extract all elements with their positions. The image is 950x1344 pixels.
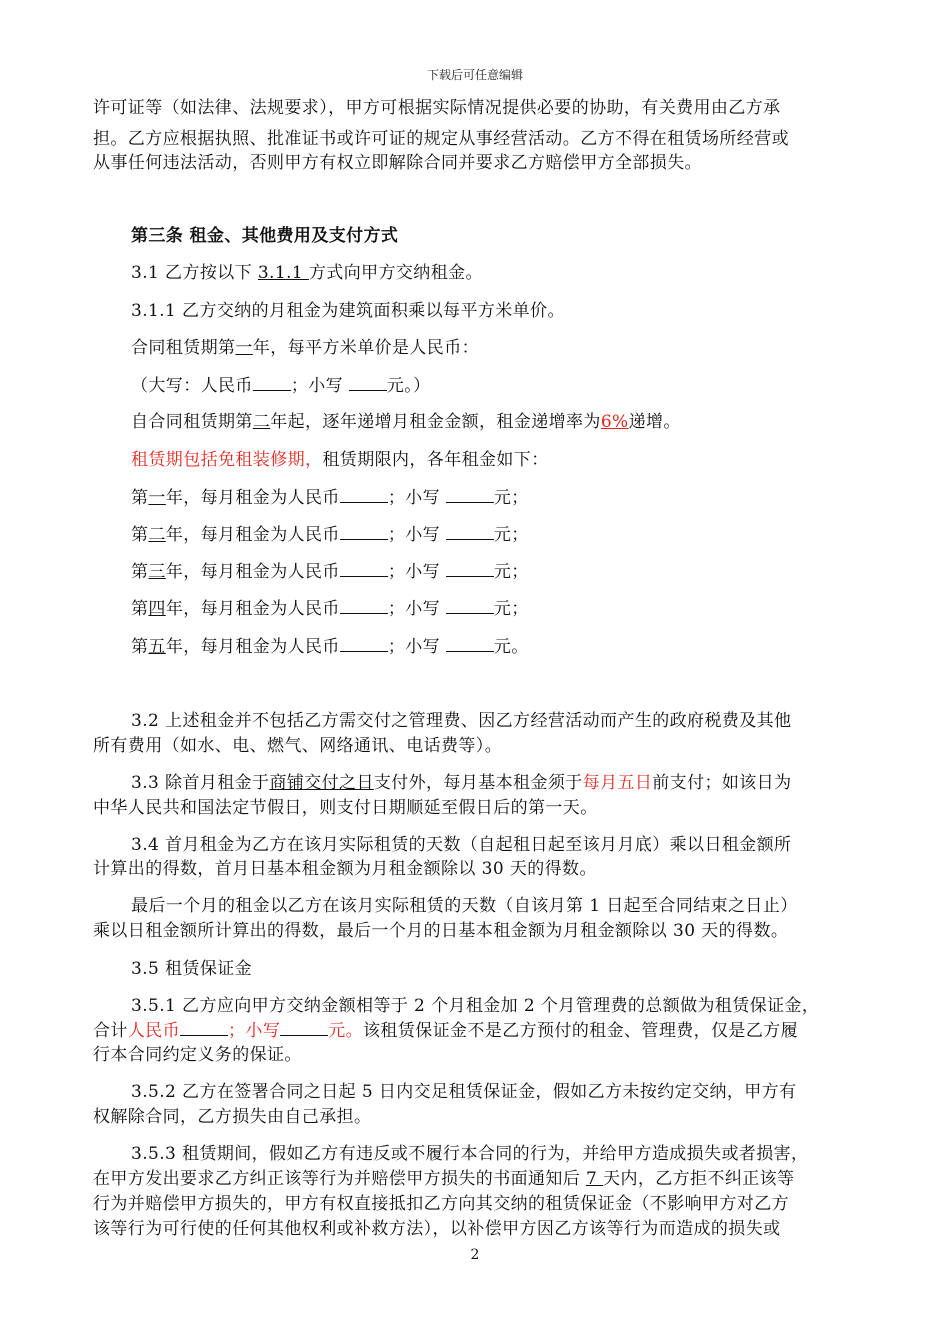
intro-line: 许可证等（如法律、法规要求），甲方可根据实际情况提供必要的协助，有关费用由乙方承 [93,98,781,118]
year-number: 一 [235,338,253,358]
clause-3-5: 3.5 租赁保证金 [131,959,253,979]
yearly-rent-row: 第五年，每月租金为人民币 ；小写 元。 [131,637,529,657]
escalation-rate: 6% [600,412,629,432]
yearly-rent-row: 第一年，每月租金为人民币 ；小写 元； [131,488,529,508]
clause-3-4: 3.4 首月租金为乙方在该月实际租赁的天数（自起租日起至该月月底）乘以日租金额所 [131,835,792,855]
clause-3-5-2-cont: 权解除合同，乙方损失由自己承担。 [93,1107,372,1127]
clause-3-5-1-cont: 合计人民币 ；小写 元。该租赁保证金不是乙方预付的租金、管理费，仅是乙方履 [93,1021,799,1041]
yearly-rent-row: 第四年，每月租金为人民币 ；小写 元； [131,599,529,619]
page-number: 2 [470,1247,480,1263]
year-number: 五 [148,637,166,657]
fill-blank[interactable] [446,597,494,614]
last-month-rent-cont: 乘以日租金额所计算出的得数，最后一个月的日基本租金额为月租金额除以 30 天的得数。 [93,921,789,941]
year-number: 二 [148,525,166,545]
free-period-line: 租赁期包括免租装修期，租赁期限内，各年租金如下： [131,450,549,470]
clause-3-5-1-cont: 行本合同约定义务的保证。 [93,1045,302,1065]
fill-blank[interactable] [280,1019,328,1036]
unit-price-line: 合同租赁期第一年，每平方米单价是人民币： [131,338,480,358]
fill-blank[interactable] [340,597,388,614]
fill-blank[interactable] [253,374,291,391]
fill-blank[interactable] [446,523,494,540]
fill-blank[interactable] [340,635,388,652]
clause-3-3: 3.3 除首月租金于商铺交付之日支付外，每月基本租金须于每月五日前支付；如该日为 [131,773,792,793]
amount-in-words-line: （大写：人民币 ；小写 元。） [131,376,431,396]
clause-3-5-1: 3.5.1 乙方应向甲方交纳金额相等于 2 个月租金加 2 个月管理费的总额做为租赁保证金， [131,996,820,1016]
fill-blank[interactable] [446,635,494,652]
payment-day: 每月五日 [582,773,653,793]
clause-3-5-3: 3.5.3 租赁期间，假如乙方有违反或不履行本合同的行为，并给甲方造成损失或者损害， [131,1144,809,1164]
year-number: 三 [148,562,166,582]
clause-3-1: 3.1 乙方按以下 3.1.1 方式向甲方交纳租金。 [131,263,483,283]
clause-reference: 3.1.1 [257,263,309,283]
clause-3-3-cont: 中华人民共和国法定节假日，则支付日期顺延至假日后的第一天。 [93,798,598,818]
clause-3-4-cont: 计算出的得数，首月日基本租金额为月租金额除以 30 天的得数。 [93,859,597,879]
clause-3-5-2: 3.5.2 乙方在签署合同之日起 5 日内交足租赁保证金，假如乙方未按约定交纳，甲方有 [131,1082,797,1102]
article-3-title: 第三条 租金、其他费用及支付方式 [131,226,399,246]
year-number: 一 [148,488,166,508]
clause-3-5-3-cont: 该等行为可行使的任何其他权利或补救方法），以补偿甲方因乙方该等行为而造成的损失或 [93,1219,781,1239]
intro-line: 担。乙方应根据执照、批准证书或许可证的规定从事经营活动。乙方不得在租赁场所经营或 [93,129,789,149]
year-number: 四 [148,599,166,619]
fill-blank[interactable] [446,486,494,503]
fill-blank[interactable] [446,560,494,577]
clause-3-5-3-cont: 行为并赔偿甲方损失的，甲方有权直接抵扣乙方向其交纳的租赁保证金（不影响甲方对乙方 [93,1194,789,1214]
fill-blank[interactable] [340,486,388,503]
clause-3-5-3-cont: 在甲方发出要求乙方纠正该等行为并赔偿甲方损失的书面通知后 7 天内，乙方拒不纠正该等 [93,1169,795,1189]
year-number: 二 [252,412,271,432]
last-month-rent: 最后一个月的租金以乙方在该月实际租赁的天数（自该月第 1 日起至合同结束之日止） [131,896,798,916]
page-header: 下载后可任意编辑 [426,68,523,82]
intro-line: 从事任何违法活动，否则甲方有权立即解除合同并要求乙方赔偿甲方全部损失。 [93,153,702,173]
fill-blank[interactable] [340,560,388,577]
free-period-note: 租赁期包括免租装修期， [131,450,323,470]
handover-date: 商铺交付之日 [269,773,374,793]
clause-3-2-cont: 所有费用（如水、电、燃气、网络通讯、电话费等）。 [93,736,503,756]
yearly-rent-row: 第三年，每月租金为人民币 ；小写 元； [131,562,529,582]
clause-3-2: 3.2 上述租金并不包括乙方需交付之管理费、因乙方经营活动而产生的政府税费及其他 [131,711,792,731]
fill-blank[interactable] [340,523,388,540]
fill-blank[interactable] [349,374,387,391]
notice-days: 7 [586,1169,604,1189]
clause-3-1-1: 3.1.1 乙方交纳的月租金为建筑面积乘以每平方米单价。 [131,301,565,321]
fill-blank[interactable] [180,1019,228,1036]
yearly-rent-row: 第二年，每月租金为人民币 ；小写 元； [131,525,529,545]
escalation-line: 自合同租赁期第二年起，逐年递增月租金金额，租金递增率为6%递增。 [131,412,681,432]
